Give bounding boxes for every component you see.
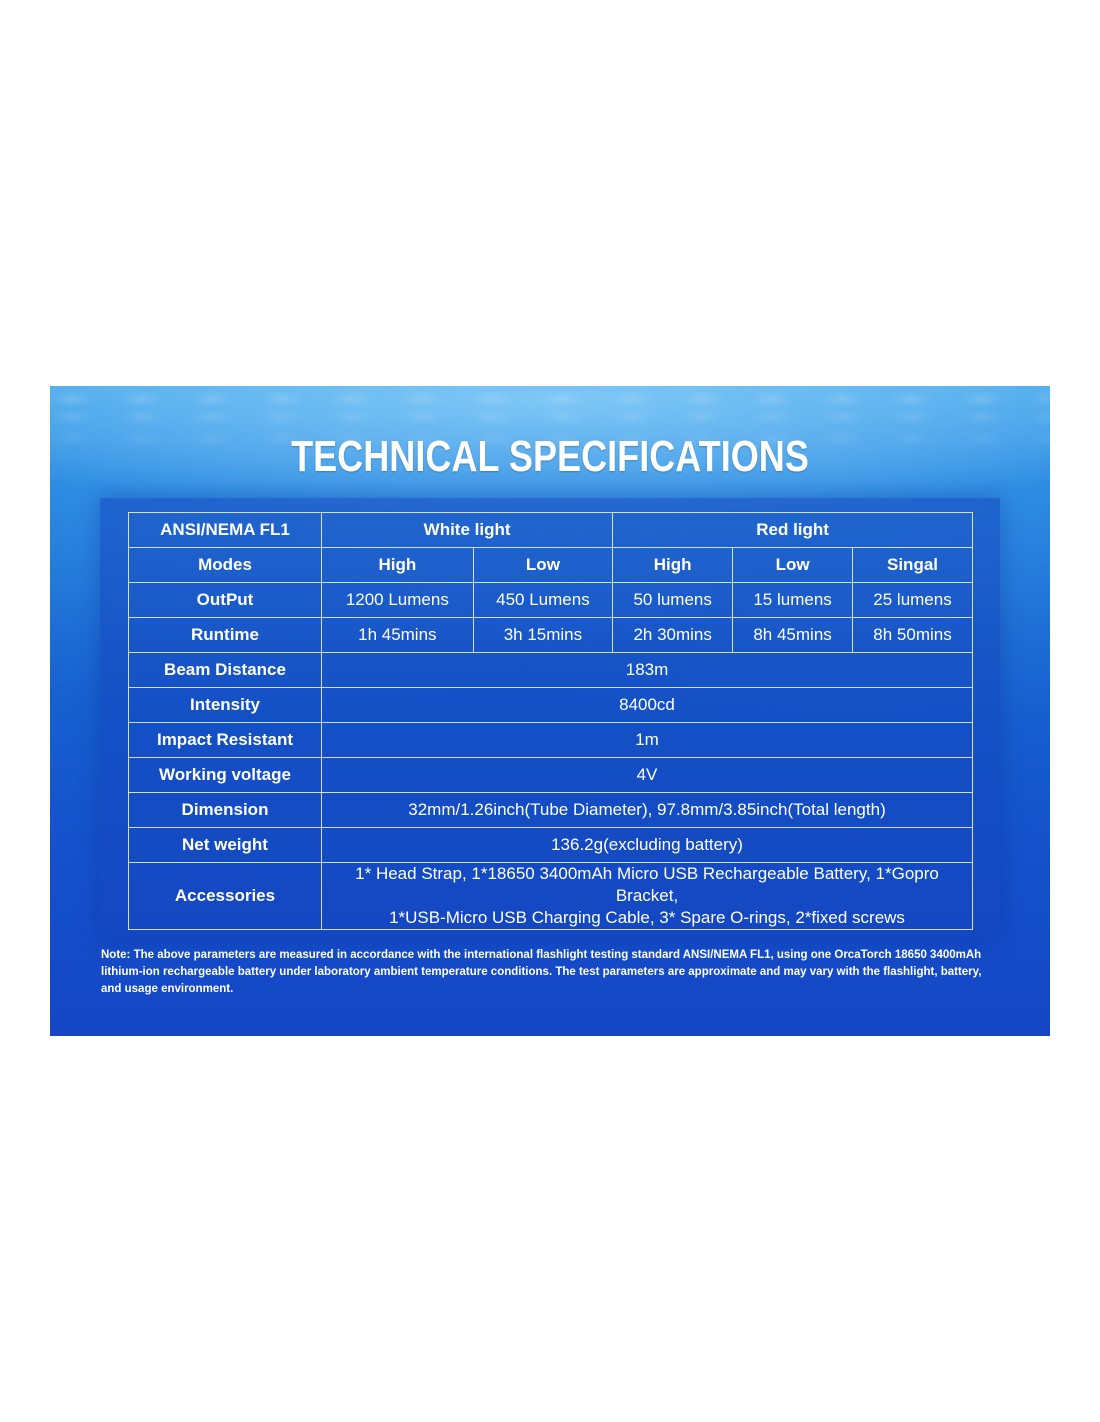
- row-label-impact-resistant: Impact Resistant: [129, 723, 322, 758]
- page-title: TECHNICAL SPECIFICATIONS: [291, 432, 809, 481]
- row-label-accessories: Accessories: [129, 863, 322, 930]
- table-row-accessories: [129, 863, 973, 930]
- output-cell: 25 lumens: [853, 583, 973, 618]
- water-ripple: [50, 412, 1050, 422]
- runtime-cell: 8h 45mins: [733, 618, 853, 653]
- mode-cell: Low: [473, 548, 613, 583]
- row-label-beam-distance: Beam Distance: [129, 653, 322, 688]
- water-ripple: [50, 394, 1050, 404]
- accessories-line: 1* Head Strap, 1*18650 3400mAh Micro USB Rechargeable Battery, 1*Gopro Bracket,: [355, 864, 939, 905]
- row-label-working-voltage: Working voltage: [129, 758, 322, 793]
- row-label-intensity: Intensity: [129, 688, 322, 723]
- mode-cell: High: [322, 548, 474, 583]
- table-row-beam-distance: [129, 653, 973, 688]
- output-cell: 1200 Lumens: [322, 583, 474, 618]
- row-label-runtime: Runtime: [129, 618, 322, 653]
- runtime-cell: 1h 45mins: [322, 618, 474, 653]
- row-label-net-weight: Net weight: [129, 828, 322, 863]
- footnote: Note: The above parameters are measured in accordance with the international flashlight testing standard ANSI/NEMA FL1, using one OrcaTorch 18650 3400mAh lithium-ion rechargeable battery under laboratory ambient temperature conditions. The test parameters are approximate and may vary with the flashlight, battery, and usage environment.: [101, 949, 982, 995]
- intensity-value: 8400cd: [322, 688, 973, 723]
- row-label-dimension: Dimension: [129, 793, 322, 828]
- mode-cell: Singal: [853, 548, 973, 583]
- spec-table: [128, 512, 973, 930]
- accessories-line: 1*USB-Micro USB Charging Cable, 3* Spare O-rings, 2*fixed screws: [389, 908, 905, 927]
- output-cell: 15 lumens: [733, 583, 853, 618]
- runtime-cell: 8h 50mins: [853, 618, 973, 653]
- standard-header: ANSI/NEMA FL1: [129, 513, 322, 548]
- table-row-runtime: [129, 618, 973, 653]
- table-row-impact-resistant: [129, 723, 973, 758]
- spec-banner: [50, 386, 1050, 1036]
- table-row-net-weight: [129, 828, 973, 863]
- beam-distance-value: 183m: [322, 653, 973, 688]
- runtime-cell: 2h 30mins: [613, 618, 733, 653]
- runtime-cell: 3h 15mins: [473, 618, 613, 653]
- table-row-intensity: [129, 688, 973, 723]
- accessories-value: [322, 863, 973, 930]
- red-light-header: Red light: [613, 513, 973, 548]
- net-weight-value: 136.2g(excluding battery): [322, 828, 973, 863]
- table-row-working-voltage: [129, 758, 973, 793]
- table-row-dimension: [129, 793, 973, 828]
- row-label-modes: Modes: [129, 548, 322, 583]
- impact-resistant-value: 1m: [322, 723, 973, 758]
- working-voltage-value: 4V: [322, 758, 973, 793]
- mode-cell: Low: [733, 548, 853, 583]
- white-light-header: White light: [322, 513, 613, 548]
- dimension-value: 32mm/1.26inch(Tube Diameter), 97.8mm/3.85inch(Total length): [322, 793, 973, 828]
- table-row-modes: [129, 548, 973, 583]
- table-row-output: [129, 583, 973, 618]
- mode-cell: High: [613, 548, 733, 583]
- table-header-row: [129, 513, 973, 548]
- output-cell: 50 lumens: [613, 583, 733, 618]
- row-label-output: OutPut: [129, 583, 322, 618]
- output-cell: 450 Lumens: [473, 583, 613, 618]
